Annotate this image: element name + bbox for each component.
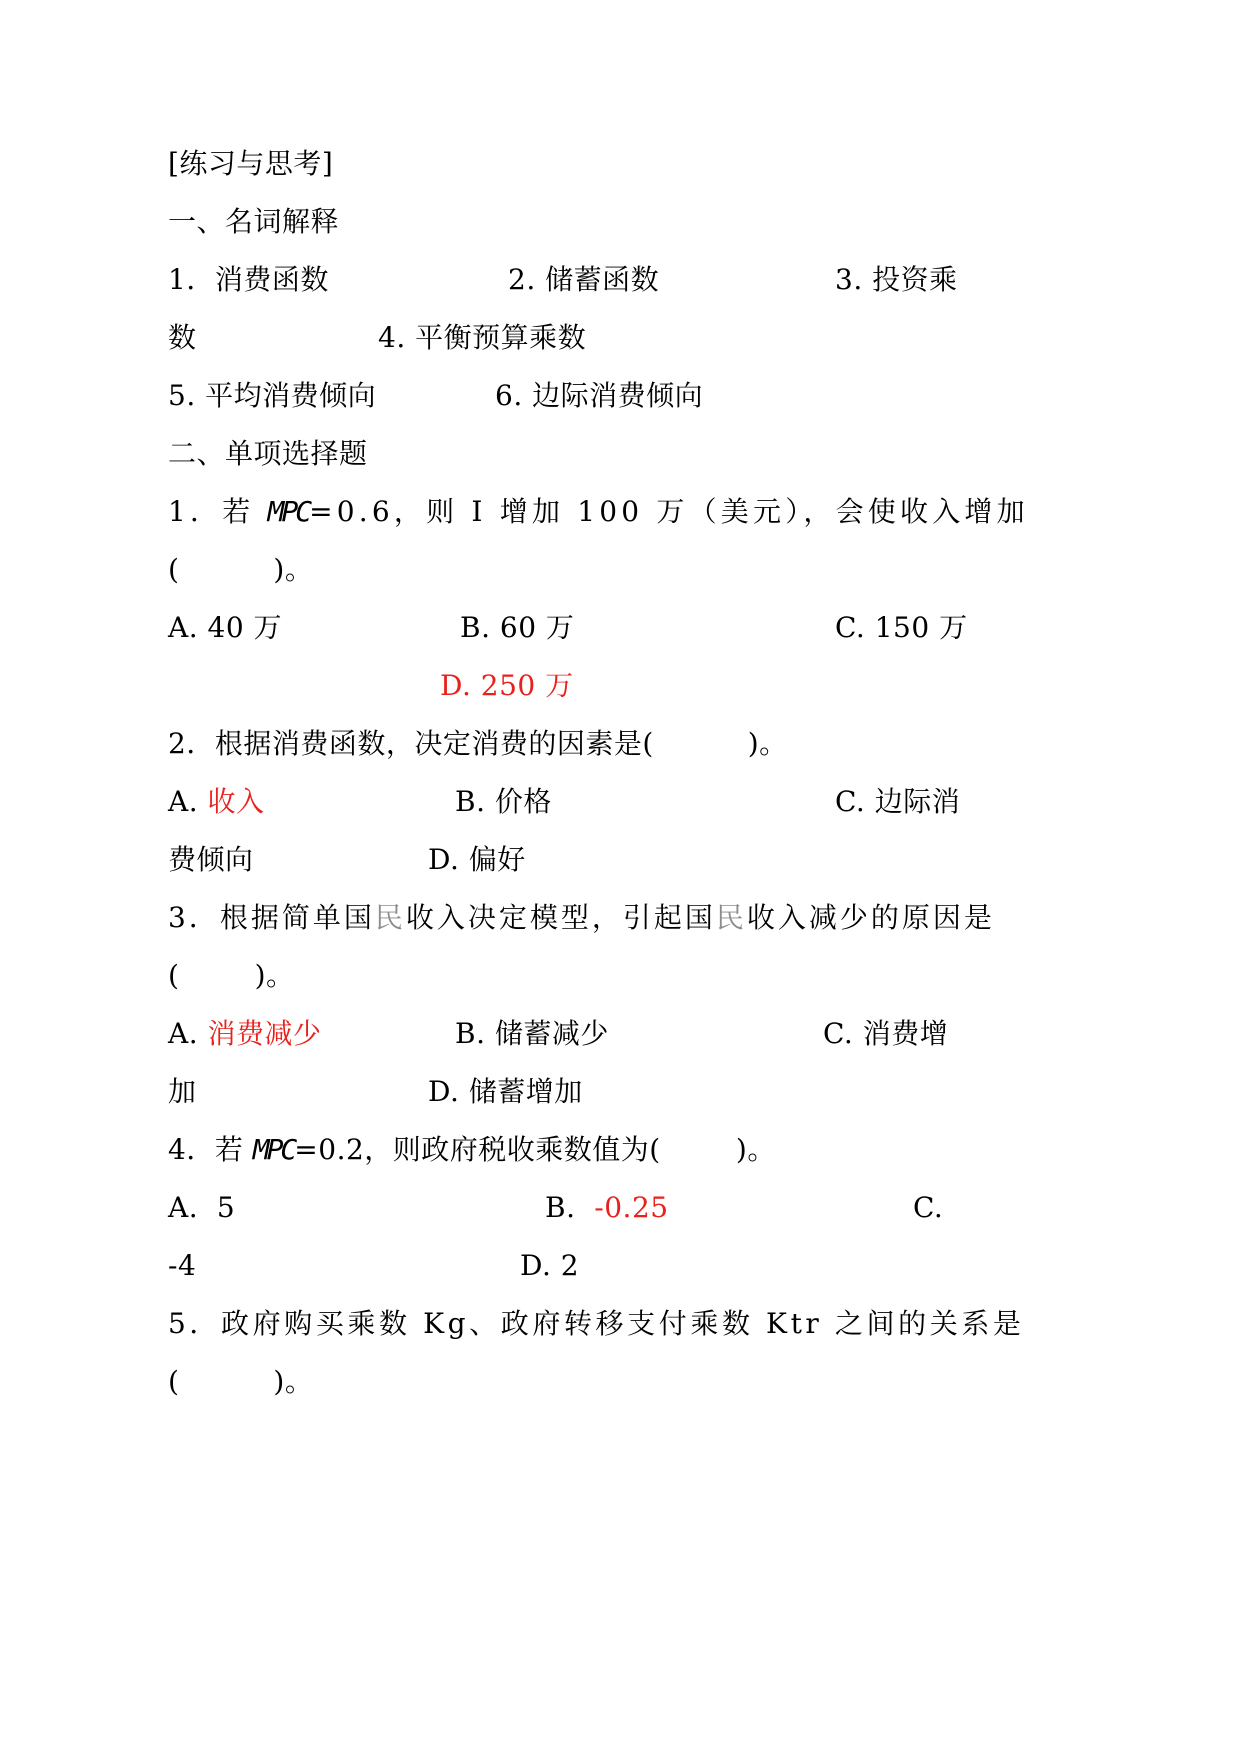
question-1-blank: ( )。 (168, 553, 314, 586)
q4-prefix: 4．若 (168, 1133, 253, 1166)
q2-option-a-answer: 收入 (207, 785, 265, 818)
q1-option-b: B. 60 万 (460, 611, 575, 644)
q3-option-d: D. 储蓄增加 (428, 1075, 583, 1108)
question-3 (168, 898, 995, 938)
question-1 (168, 492, 1029, 532)
section-heading-terms: 一、名词解释 (168, 205, 340, 238)
q4-option-d: D. 2 (520, 1249, 580, 1282)
q4-option-a: A. 5 (168, 1191, 236, 1224)
q1-prefix: 1．若 (168, 495, 268, 528)
question-5-blank: ( )。 (168, 1365, 314, 1398)
q2-option-b: B. 价格 (455, 785, 552, 818)
page-title: [练习与思考] (168, 147, 334, 180)
q3-part-1: 3．根据简单国 (168, 901, 375, 934)
q2-option-c-continued: 费倾向 (168, 843, 254, 876)
term-5: 5. 平均消费倾向 (168, 379, 377, 412)
q2-option-a-prefix: A. (168, 785, 208, 818)
q4-rest: =0.2，则政府税收乘数值为( )。 (294, 1133, 776, 1166)
q4-option-c-continued: -4 (168, 1249, 197, 1282)
q3-part-2: 收入决定模型，引起国 (405, 901, 716, 934)
q4-option-c: C. (913, 1191, 944, 1224)
q3-option-c-continued: 加 (168, 1075, 197, 1108)
question-2: 2．根据消费函数，决定消费的因素是( )。 (168, 727, 788, 760)
q3-option-a-prefix: A. (168, 1017, 208, 1050)
q1-option-c: C. 150 万 (835, 611, 968, 644)
q1-option-d-answer: D. 250 万 (440, 669, 574, 702)
q4-mpc: MPC (252, 1133, 295, 1166)
q1-option-a: A. 40 万 (168, 611, 283, 644)
q2-option-d: D. 偏好 (428, 843, 526, 876)
q2-option-a (168, 782, 265, 822)
term-3: 3. 投资乘 (835, 263, 958, 296)
section-heading-choice: 二、单项选择题 (168, 437, 368, 470)
q3-option-a-answer: 消费减少 (207, 1017, 322, 1050)
term-2: 2. 储蓄函数 (508, 263, 660, 296)
term-1: 1．消费函数 (168, 263, 329, 296)
q3-option-b: B. 储蓄减少 (455, 1017, 609, 1050)
q4-option-b-prefix: B. (545, 1191, 595, 1224)
q1-mpc: MPC (267, 495, 310, 528)
question-4 (168, 1130, 776, 1170)
term-3-continued: 数 (168, 321, 197, 354)
q4-option-b (545, 1188, 669, 1228)
q3-faded-char-2: 民 (715, 901, 747, 934)
q3-option-c: C. 消费增 (823, 1017, 949, 1050)
question-3-blank: ( )。 (168, 959, 295, 992)
q3-part-3: 收入减少的原因是 (746, 901, 995, 934)
term-6: 6. 边际消费倾向 (495, 379, 704, 412)
q2-option-c: C. 边际消 (835, 785, 961, 818)
term-4: 4. 平衡预算乘数 (378, 321, 587, 354)
q3-option-a (168, 1014, 322, 1054)
q4-option-b-answer: -0.25 (594, 1191, 669, 1224)
q1-rest: =0.6，则 I 增加 100 万（美元），会使收入增加 (309, 495, 1029, 528)
q3-faded-char: 民 (374, 901, 406, 934)
question-5: 5．政府购买乘数 Kg、政府转移支付乘数 Ktr 之间的关系是 (168, 1307, 1025, 1340)
